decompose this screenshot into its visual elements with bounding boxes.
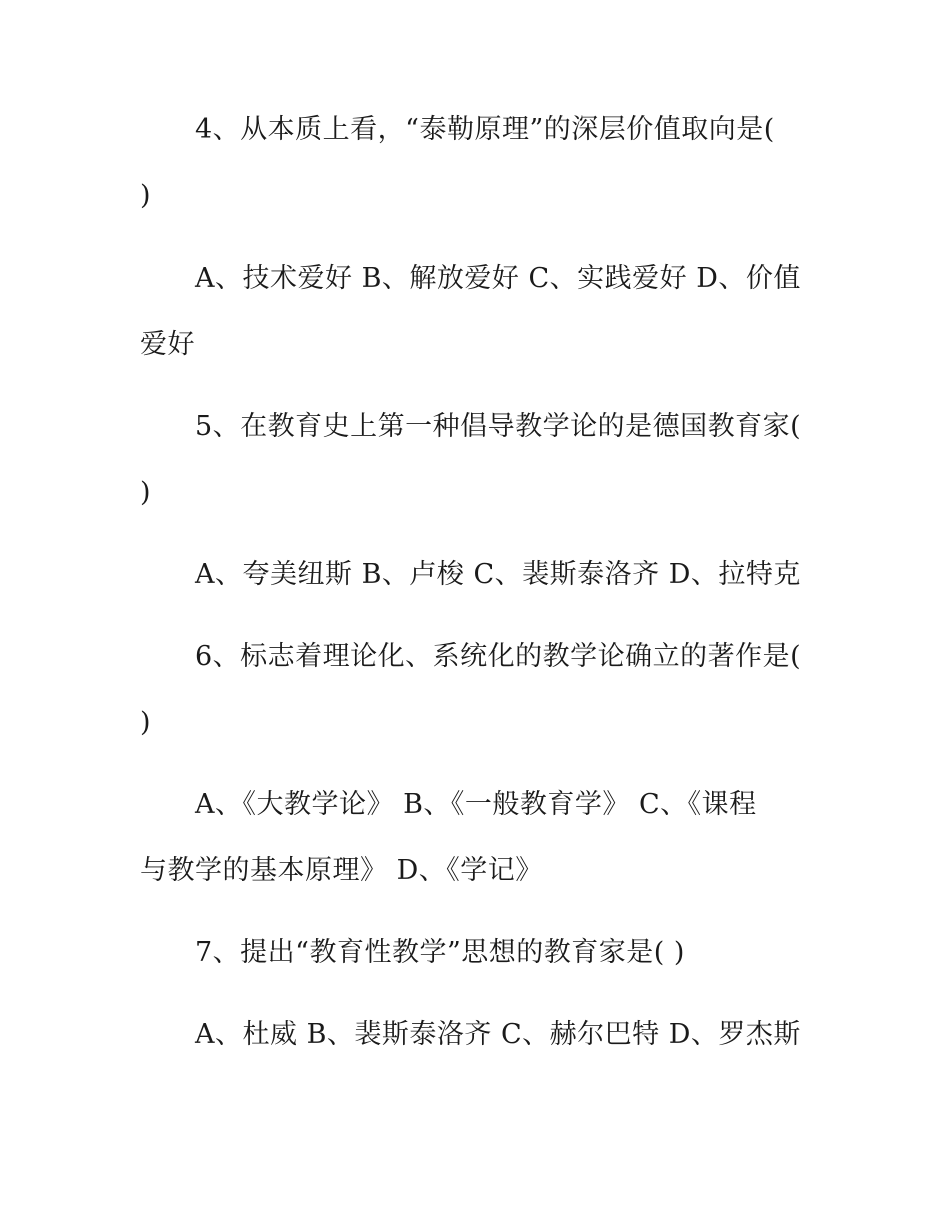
question-5-options: A、夸美纽斯 B、卢梭 C、裴斯泰洛齐 D、拉特克 <box>195 559 801 590</box>
question-4-stem-continued: ) <box>140 180 152 211</box>
question-6-options: A、《大教学论》 B、《一般教育学》 C、《课程 <box>195 789 757 820</box>
question-7-stem: 7、提出“教育性教学”思想的教育家是( ) <box>195 937 685 968</box>
question-6-stem: 6、标志着理论化、系统化的教学论确立的著作是( <box>195 641 802 672</box>
question-7-options: A、杜威 B、裴斯泰洛齐 C、赫尔巴特 D、罗杰斯 <box>195 1019 801 1050</box>
question-5-stem: 5、在教育史上第一种倡导教学论的是德国教育家( <box>195 411 802 442</box>
question-5-stem-continued: ) <box>140 477 152 508</box>
question-4-stem: 4、从本质上看，“泰勒原理”的深层价值取向是( <box>195 114 775 145</box>
question-6-stem-continued: ) <box>140 707 152 738</box>
question-4-options: A、技术爱好 B、解放爱好 C、实践爱好 D、价值 <box>195 263 801 294</box>
question-4-options-continued: 爱好 <box>140 329 195 360</box>
question-6-options-continued: 与教学的基本原理》 D、《学记》 <box>140 855 543 886</box>
